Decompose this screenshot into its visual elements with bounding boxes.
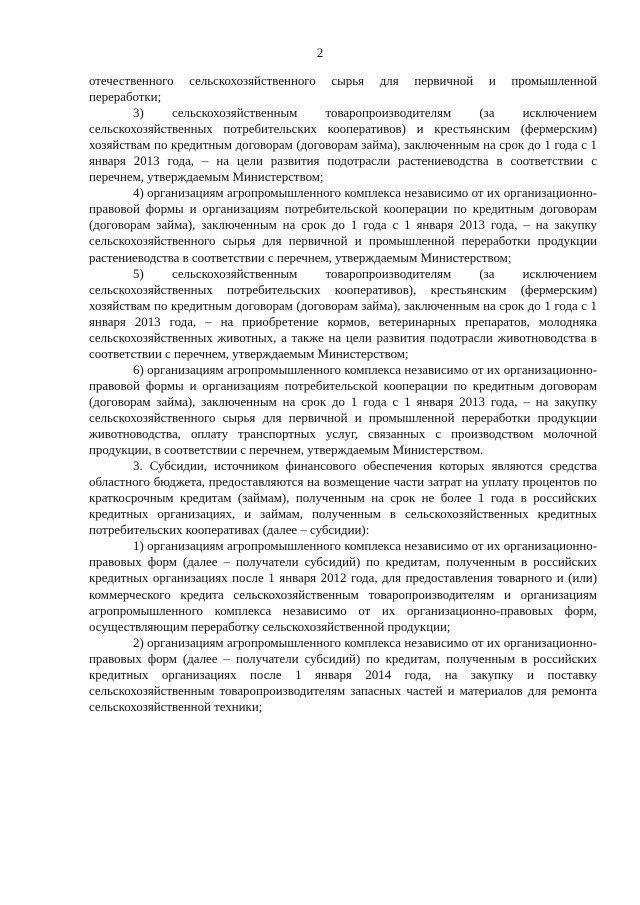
paragraph-section-3: 3. Субсидии, источником финансового обеспечения которых являются средства областного бюджета, предоставляются на возмещение части затрат на уплату процентов по краткосрочным кредитам (займам), полученным на срок не более 1 года в российских кредитных организациях, и займам, полученным в сельскохозяйственных кредитных потребительских кооперативах (далее – субсидии):	[89, 459, 597, 538]
paragraph-item-5: 5) сельскохозяйственным товаропроизводителям (за исключением сельскохозяйственных потребительских кооперативов), крестьянским (фермерским) хозяйствам по кредитным договорам (договорам займа), заключенным на срок до 1 года с 1 января 2013 года, – на приобретение кормов, ветеринарных препаратов, молодняка сельскохозяйственных животных, а также на цели развития подотрасли животноводства в соответствии с перечнем, утверждаемым Министерством;	[89, 266, 597, 361]
paragraph-subsidy-item-2: 2) организациям агропромышленного комплекса независимо от их организационно-правовых форм (далее – получатели субсидий) по кредитам, полученным в российских кредитных организациях после 1 января 2014 года, на закупку и поставку сельскохозяйственным товаропроизводителям запасных частей и материалов для ремонта сельскохозяйственной техники;	[89, 635, 597, 714]
paragraph-continuation: отечественного сельскохозяйственного сырья для первичной и промышленной переработки;	[89, 74, 597, 105]
page-number: 2	[316, 45, 324, 60]
document-body	[89, 73, 597, 715]
paragraph-item-6: 6) организациям агропромышленного комплекса независимо от их организационно-правовой формы и организациям потребительской кооперации по кредитным договорам (договорам займа), заключенным на срок до 1 года с 1 января 2013 года, – на закупку сельскохозяйственного сырья для первичной и промышленной переработки продукции животноводства, оплату транспортных услуг, связанных с производством молочной продукции, в соответствии с перечнем, утверждаемым Министерством.	[89, 362, 597, 458]
paragraph-item-4: 4) организациям агропромышленного комплекса независимо от их организационно-правовой формы и организациям потребительской кооперации по кредитным договорам (договорам займа), заключенным на срок до 1 года с 1 января 2013 года, – на закупку сельскохозяйственного сырья для первичной и промышленной переработки продукции растениеводства в соответствии с перечнем, утверждаемым Министерством;	[89, 186, 597, 265]
paragraph-item-3: 3) сельскохозяйственным товаропроизводителям (за исключением сельскохозяйственных потребительских кооперативов) и крестьянским (фермерским) хозяйствам по кредитным договорам (договорам займа), заключенным на срок до 1 года с 1 января 2013 года, – на цели развития подотрасли растениеводства в соответствии с перечнем, утверждаемым Министерством;	[89, 106, 597, 185]
paragraph-subsidy-item-1: 1) организациям агропромышленного комплекса независимо от их организационно-правовых форм (далее – получатели субсидий) по кредитам, полученным в российских кредитных организациях после 1 января 2012 года, для предоставления товарного и (или) коммерческого кредита сельскохозяйственным товаропроизводителям и организациям агропромышленного комплекса независимо от их организационно-правовых форм, осуществляющим переработку сельскохозяйственной продукции;	[89, 539, 597, 634]
